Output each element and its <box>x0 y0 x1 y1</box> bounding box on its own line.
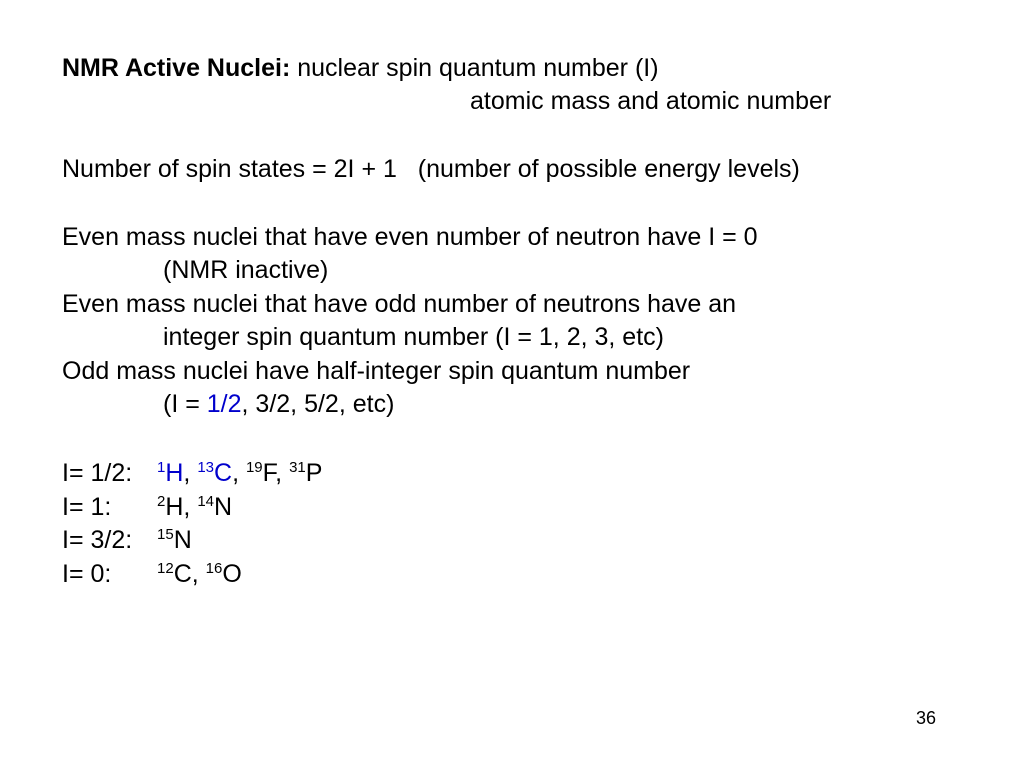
nucleus-mass: 19 <box>245 459 263 476</box>
rule-odd-mass: Odd mass nuclei have half-integer spin quantum number <box>62 357 691 385</box>
nucleus-mass: 15 <box>157 526 174 543</box>
nucleus <box>157 560 192 588</box>
nucleus-mass: 16 <box>205 560 223 577</box>
nucleus <box>157 459 183 487</box>
nucleus <box>246 459 275 487</box>
rule-odd-mass-highlight: 1/2 <box>206 390 242 418</box>
rule-even-even-detail: (NMR inactive) <box>163 256 329 284</box>
nucleus <box>289 459 322 487</box>
nucleus-symbol: P <box>305 459 323 487</box>
nucleus-symbol: H <box>165 493 184 521</box>
spin-row-nuclei <box>157 559 242 589</box>
nucleus-mass: 14 <box>197 493 214 510</box>
spin-row-nuclei <box>157 492 232 522</box>
nucleus-symbol: C <box>214 459 233 487</box>
nucleus <box>157 526 192 554</box>
rule-even-odd-detail: integer spin quantum number (I = 1, 2, 3, etc) <box>163 323 664 351</box>
nucleus-symbol: H <box>165 459 184 487</box>
rule-odd-mass-prefix: (I = <box>163 390 207 418</box>
nucleus-mass: 31 <box>289 459 306 476</box>
spin-row-nuclei <box>157 525 192 555</box>
spin-states-line: Number of spin states = 2I + 1 (number of possible energy levels) <box>62 155 800 183</box>
nucleus-symbol: F <box>262 459 276 487</box>
rule-odd-mass-suffix: , 3/2, 5/2, etc) <box>241 390 395 418</box>
nucleus-separator: , <box>191 560 206 588</box>
nmr-active-label: NMR Active Nuclei: <box>62 54 291 82</box>
nmr-active-heading <box>62 53 659 83</box>
nucleus-separator: , <box>232 459 246 487</box>
nmr-active-line1: nuclear spin quantum number (I) <box>290 54 659 82</box>
nucleus-separator: , <box>275 459 290 487</box>
page-number: 36 <box>915 708 936 728</box>
rule-odd-mass-detail <box>163 389 394 419</box>
nucleus-mass: 12 <box>157 560 174 577</box>
nucleus-mass: 13 <box>197 459 214 476</box>
nucleus <box>197 459 232 487</box>
spin-row-label: I= 1: <box>62 493 112 521</box>
nucleus <box>206 560 242 588</box>
nmr-active-line2: atomic mass and atomic number <box>470 87 832 115</box>
nucleus-symbol: N <box>173 526 192 554</box>
spin-row-label: I= 3/2: <box>62 526 133 554</box>
nucleus-symbol: O <box>222 560 242 588</box>
nucleus <box>197 493 232 521</box>
nucleus-separator: , <box>183 493 198 521</box>
nucleus-separator: , <box>183 459 198 487</box>
nucleus-mass: 2 <box>157 493 166 510</box>
spin-row-nuclei <box>157 458 322 488</box>
nucleus-mass: 1 <box>157 459 166 476</box>
nucleus <box>157 493 183 521</box>
nucleus-symbol: N <box>214 493 233 521</box>
spin-row-label: I= 1/2: <box>62 459 133 487</box>
spin-row-label: I= 0: <box>62 560 112 588</box>
rule-even-odd: Even mass nuclei that have odd number of neutrons have an <box>62 290 737 318</box>
nucleus-symbol: C <box>173 560 192 588</box>
rule-even-even: Even mass nuclei that have even number of neutron have I = 0 <box>62 223 758 251</box>
